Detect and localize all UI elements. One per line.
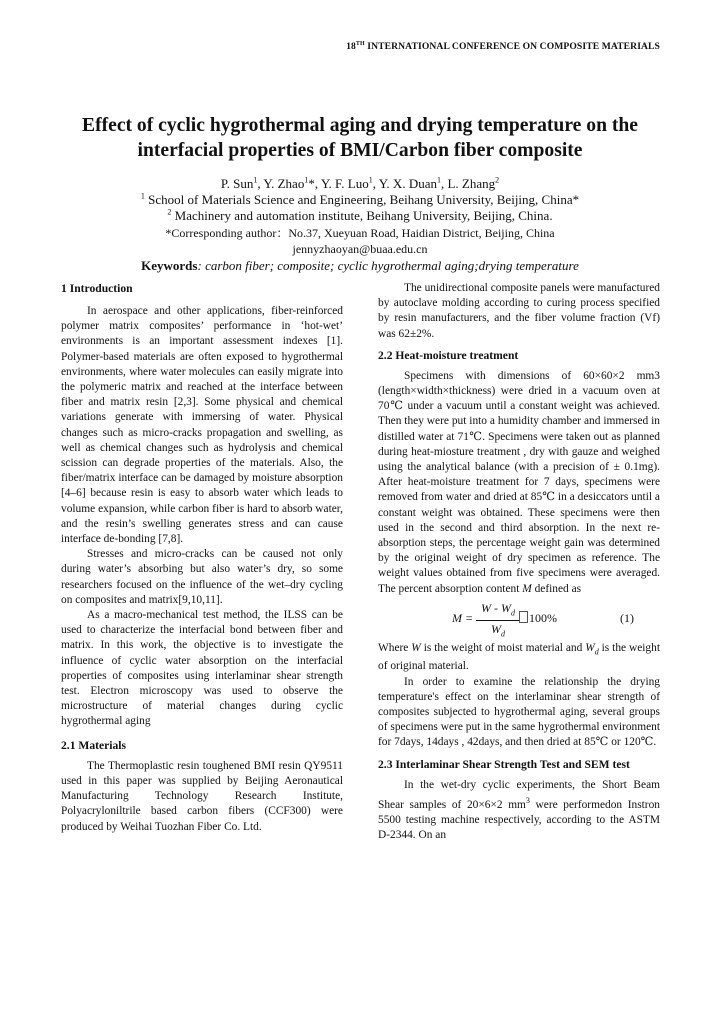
author-name: , Y. Zhao [257,176,305,191]
affiliation-1 [40,192,680,208]
affiliation-2 [40,208,680,224]
corresponding-author: *Corresponding author：No.37, Xueyuan Road, Haidian District, Beijing, China [165,226,555,240]
keywords-line [40,258,680,274]
paragraph-text: is the weight of original material. [378,641,660,673]
header-ordinal-suffix: TH [355,41,365,47]
unit-superscript: 3 [525,795,530,805]
equation-lhs: M = [452,610,474,625]
author-name: , L. Zhang [440,176,496,191]
equation-factor [519,611,557,626]
variable-wd-base: W [585,641,595,654]
denominator-text: W [491,622,501,637]
variable-m: M [522,582,532,595]
equation-denominator [476,621,520,642]
missing-glyph-box [519,611,528,623]
paragraph-text: Specimens with dimensions of 60×60×2 mm3 (length×width×thickness) were dried in a vacuum oven at 70℃ under a vacuum until a constant weight was achieved. Then they were put into a humidity chamber and immersed in distilled water at 71℃. Specimens were taken out as planned during heat-miosture treatment , dry with gauze and weighed using the analytical balance (with a precision of ± 0.1mg). After heat-moisture treatment for 7 days, specimens were removed from water and dried at 85℃ in a desiccators until a constant weight was obtained. These specimens were then used in the second and third absorption. In the next re-absorption steps, the percentage weight gain was determined by the original weight of dry specimen as reference. The weight values obtained from five specimens were averaged. The percent absorption content [378,369,660,595]
affiliation-mark: 2 [167,207,172,217]
section-heading-heat-moisture: 2.2 Heat-moisture treatment [378,348,519,362]
paragraph: The Thermoplastic resin toughened BMI resin QY9511 used in this paper was supplied by Beijing Aeronautical Manufacturing Technology Research Institute, Polyacryloniltrile based carbon fibers (CCF300) were produced by Weihai Tuozhan Fiber Co. Ltd. [61,759,343,833]
equation-number: (1) [620,610,634,625]
paragraph: In order to examine the relationship the drying temperature's effect on the interlaminar shear strength of composites subjected to hygrothermal aging, several groups of specimens were put in the same hygrothermal environment for 7days, 14days , 42days, and then dried at 85℃ or 120℃. [378,675,660,749]
author-email: jennyzhaoyan@buaa.edu.cn [292,242,428,256]
variable-wd [585,641,599,657]
author-name: *, Y. F. Luo [308,176,369,191]
author-affil-mark: 1 [253,175,258,185]
affiliation-mark: 1 [140,191,145,201]
left-column [61,281,343,835]
equation-fraction [476,601,520,643]
author-name: , Y. X. Duan [372,176,437,191]
denominator-subscript: d [501,629,505,639]
paragraph: The unidirectional composite panels were manufactured by autoclave molding according to curing process specified by resin manufacturers, and the fiber volume fraction (Vf) was 62±2%. [378,282,660,340]
keywords-label: Keywords [141,258,198,273]
variable-wd-subscript: d [594,647,599,657]
numerator-subscript: d [511,608,515,618]
paragraph-text: Where [378,641,412,654]
section-heading-materials: 2.1 Materials [61,738,127,752]
author-affil-mark: 1 [368,175,373,185]
right-column [378,281,660,843]
variable-w: W [411,641,421,654]
author-affil-mark: 1 [436,175,441,185]
affiliation-text: School of Materials Science and Engineering, Beihang University, Beijing, China* [144,192,580,207]
paragraph [378,369,660,597]
affiliation-text: Machinery and automation institute, Beihang University, Beijing, China. [171,208,553,223]
paragraph-text: defined as [531,582,582,595]
paragraph: In aerospace and other applications, fiber-reinforced polymer matrix composites’ performance in ‘hot-wet’ environments is an important assessment indexes [1]. Polymer-based materials are often exposed to hygrothermal environments, where water molecules can easily migrate into the polymeric matrix and reached at the interface between fiber and matrix resin [2,3]. Some physical and chemical variations generate with immersing of water. Physical changes such as micro-cracks propagation and swelling, as well as chemical changes such as hydrolysis and chemical scission can degrade properties of the materials. Also, the fiber/matrix interface can be damaged by moisture absorption [4–6] because resin is easy to absorb water which leads to volume expansion, while carbon fiber is hard to absorb water, and the resin’s swelling generates stress and can cause interface de-bonding [7,8]. [61,305,343,546]
paragraph-text: is the weight of moist material and [420,641,586,654]
equation-numerator [476,601,520,621]
conference-header [60,41,660,52]
author-affil-mark: 1 [304,175,309,185]
paragraph: Stresses and micro-cracks can be caused not only during water’s absorbing but also water’s dry, so some researchers focused on the influence of the wet–dry cycling on composites and matrix[9,10,11]. [61,548,343,606]
section-heading-ilss-sem: 2.3 Interlaminar Shear Strength Test and SEM test [378,757,630,771]
author-name: P. Sun [220,176,254,191]
equation-percent: 100% [529,610,557,625]
equation-1 [378,600,660,639]
header-ordinal: 18 [346,41,356,53]
paragraph [378,641,660,675]
paragraph: As a macro-mechanical test method, the ILSS can be used to characterize the interfacial bond between fiber and matrix. In this work, the objective is to investigate the influence of cyclic water absorption on the interfacial properties of composites using interlaminar shear strength test. Electron microscopy was used to observe the microstructure of material changes during cyclic hygrothermal aging [61,609,343,728]
numerator-text: W - W [481,600,511,615]
keywords-text: : carbon fiber; composite; cyclic hygrothermal aging;drying temperature [197,258,579,273]
paragraph-text: were performedon Instron 5500 testing machine respectively, according to the ASTM D-2344. On an [378,798,660,841]
header-conference-name: INTERNATIONAL CONFERENCE ON COMPOSITE MATERIALS [364,41,660,53]
author-affil-mark: 2 [495,175,500,185]
author-list [40,176,680,192]
paragraph [378,778,660,844]
section-heading-introduction: 1 Introduction [61,282,133,295]
paper-title: Effect of cyclic hygrothermal aging and drying temperature on the interfacial properties of BMI/Carbon fiber composite [82,115,638,161]
paragraph-text: In the wet-dry cyclic experiments, the Short Beam Shear samples of 20×6×2 mm [378,778,660,811]
